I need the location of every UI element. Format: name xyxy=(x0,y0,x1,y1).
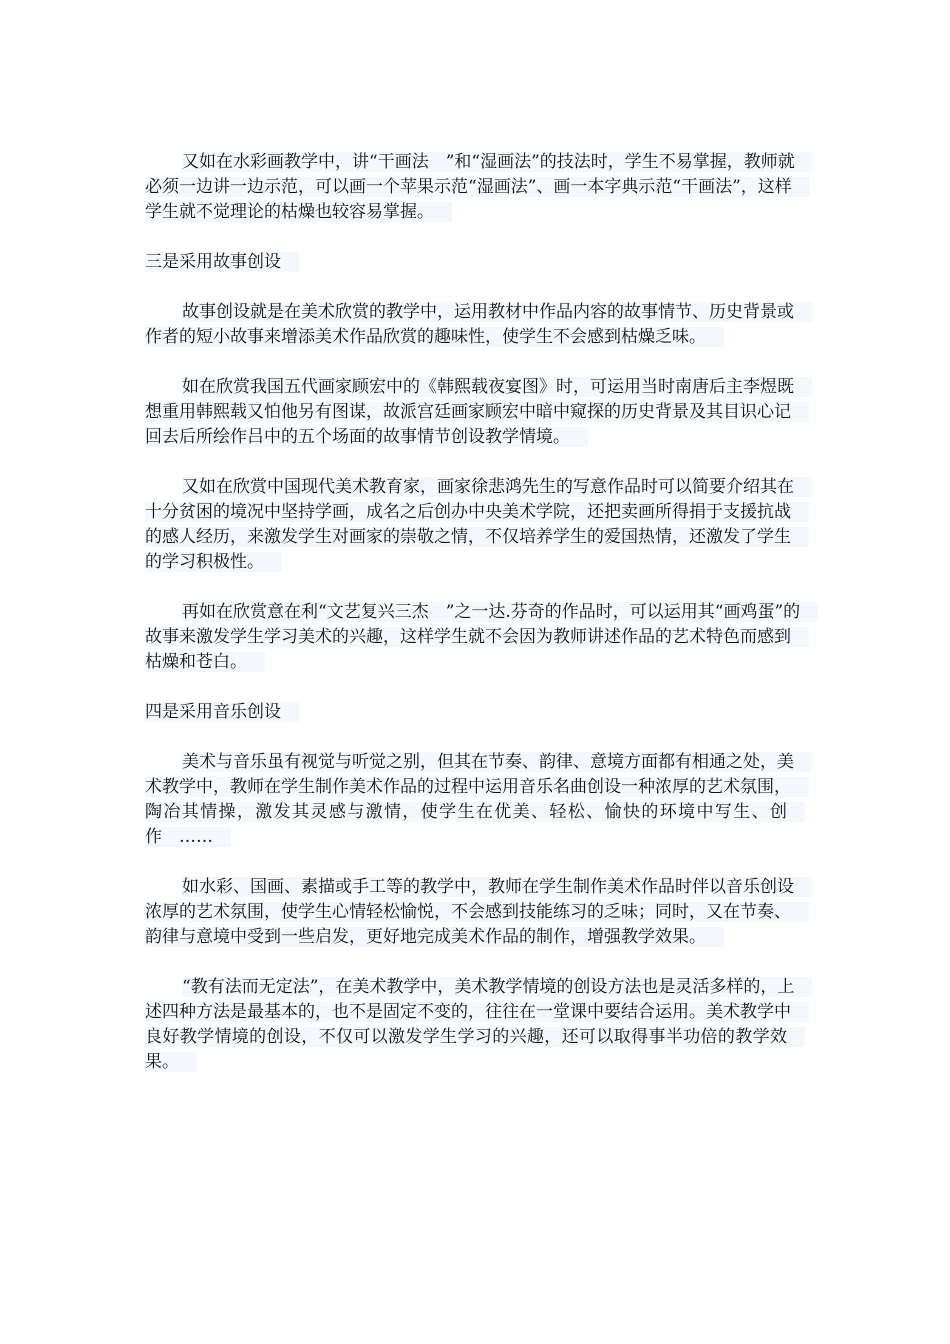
paragraph-text: “教有法而无定法”，在美术教学中，美术教学情境的创设方法也是灵活多样的，上述四种方法是最基本的，也不是固定不变的，往往在一堂课中要结合运用。美术教学中良好教学情境的创设，不仅可以激发学生学习的兴趣，还可以取得事半功倍的教学效果。 xyxy=(145,977,812,1072)
paragraph-conclusion xyxy=(145,975,805,1075)
paragraph-text: 故事创设就是在美术欣赏的教学中，运用教材中作品内容的故事情节、历史背景或作者的短小故事来增添美术作品欣赏的趣味性，使学生不会感到枯燥乏味。 xyxy=(145,302,812,347)
paragraph-text: 美术与音乐虽有视觉与听觉之别，但其在节奏、韵律、意境方面都有相通之处，美术教学中，教师在学生制作美术作品的过程中运用音乐名曲创设一种浓厚的艺术氛围，陶冶其情操，激发其灵感与激情，使学生在优美、轻松、愉快的环境中写生、创作 …… xyxy=(145,752,812,847)
paragraph-text: 又如在欣赏中国现代美术教育家，画家徐悲鸿先生的写意作品时可以简要介绍其在十分贫困的境况中坚持学画，成名之后创办中央美术学院，还把卖画所得捐于支援抗战的感人经历，来激发学生对画家的崇敬之情，不仅培养学生的爱国热情，还激发了学生的学习积极性。 xyxy=(145,477,812,572)
paragraph-text: 如在欣赏我国五代画家顾宏中的《韩熙载夜宴图》时，可运用当时南唐后主李煜既想重用韩熙载又怕他另有图谋，故派宫廷画家顾宏中暗中窥探的历史背景及其目识心记回去后所绘作吕中的五个场面的故事情节创设教学情境。 xyxy=(145,377,812,447)
paragraph-story-definition xyxy=(145,300,805,350)
heading-text: 四是采用音乐创设 xyxy=(145,702,299,722)
paragraph-text: 又如在水彩画教学中，讲“干画法 ”和“湿画法”的技法时，学生不易掌握，教师就必须一边讲一边示范，可以画一个苹果示范“湿画法”、画一本字典示范“干画法”，这样学生就不觉理论的枯燥也较容易掌握。 xyxy=(145,152,813,222)
paragraph-xu-beihong-example xyxy=(145,475,805,575)
paragraph-han-xizai-example xyxy=(145,375,805,450)
heading-text: 三是采用故事创设 xyxy=(145,252,299,272)
paragraph-music-definition xyxy=(145,750,805,850)
paragraph-text: 再如在欣赏意在利“文艺复兴三杰 ”之一达.芬奇的作品时，可以运用其“画鸡蛋”的故事来激发学生学习美术的兴趣，这样学生就不会因为教师讲述作品的艺术特色而感到枯燥和苍白。 xyxy=(145,602,818,672)
document-body xyxy=(145,150,805,1100)
paragraph-watercolor-example xyxy=(145,150,805,225)
paragraph-da-vinci-example xyxy=(145,600,805,675)
section-heading-music xyxy=(145,700,805,725)
section-heading-story xyxy=(145,250,805,275)
paragraph-music-example xyxy=(145,875,805,950)
paragraph-text: 如水彩、国画、素描或手工等的教学中，教师在学生制作美术作品时伴以音乐创设浓厚的艺术氛围，使学生心情轻松愉悦，不会感到技能练习的乏味；同时，又在节奏、韵律与意境中受到一些启发，更好地完成美术作品的制作，增强教学效果。 xyxy=(145,877,812,947)
